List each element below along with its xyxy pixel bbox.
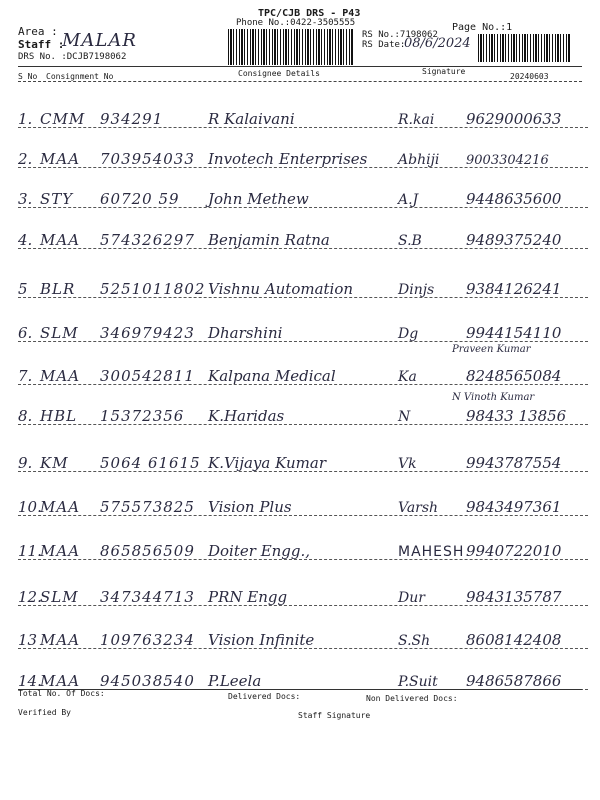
staff-signature-label: Staff Signature bbox=[298, 711, 371, 720]
signature-mark: Varsh bbox=[398, 500, 439, 516]
signature-mark: Dinjs bbox=[398, 282, 435, 298]
signature-mark: S.Sh bbox=[398, 633, 431, 649]
signature-mark: Ka bbox=[398, 369, 417, 385]
list-item: 2. MAA 703954033 Invotech Enterprises Abhiji 9003304216 bbox=[18, 146, 588, 174]
signature-mark: A.J bbox=[398, 192, 419, 208]
verified-by-label: Verified By bbox=[18, 708, 71, 717]
list-item: 6. SLM 346979423 Dharshini Dg 9944154110 bbox=[18, 320, 588, 348]
list-item: 11. MAA 865856509 Doiter Engg., MAHESH 9940722010 bbox=[18, 538, 588, 566]
col-sno: S No bbox=[18, 72, 38, 81]
col-date-code: 20240603 bbox=[510, 72, 549, 81]
signature-mark: S.B bbox=[398, 233, 422, 249]
list-item: 3. STY 60720 59 John Methew A.J 9448635600 bbox=[18, 186, 588, 214]
drs-number: DRS No. :DCJB7198062 bbox=[18, 52, 127, 62]
signature-mark: Dg bbox=[398, 326, 419, 342]
col-consignee: Consignee Details bbox=[238, 69, 320, 78]
phone-number: Phone No.:0422-3505555 bbox=[236, 18, 356, 28]
signature-mark: N bbox=[398, 409, 411, 425]
signature-mark: Vk bbox=[398, 456, 417, 472]
list-item: 7. MAA 300542811 Kalpana Medical Ka 8248565084 bbox=[18, 363, 588, 391]
list-item: 14. MAA 945038540 P.Leela P.Suit 9486587866 bbox=[18, 668, 588, 696]
rs-date-label: RS Date: bbox=[362, 40, 406, 50]
signature-mark: P.Suit bbox=[398, 674, 438, 690]
col-consignment: Consignment No bbox=[46, 72, 114, 81]
list-item: 4. MAA 574326297 Benjamin Ratna S.B 9489375240 bbox=[18, 227, 588, 255]
col-signature: Signature bbox=[422, 67, 466, 76]
drs-title: TPC/CJB DRS - P43 bbox=[258, 8, 361, 19]
list-item: 5 BLR 5251011802 Vishnu Automation Dinjs 9384126241 bbox=[18, 276, 588, 304]
rs-number: RS No.:7198062 bbox=[362, 30, 438, 40]
list-item: 9. KM 5064 61615 K.Vijaya Kumar Vk 9943787554 bbox=[18, 450, 588, 478]
signature-mark: Dur bbox=[398, 590, 425, 606]
header-rule-bottom bbox=[18, 81, 582, 82]
drs-barcode bbox=[228, 29, 354, 65]
list-item: 12. SLM 347344713 PRN Engg Dur 9843135787 bbox=[18, 584, 588, 612]
list-item: 13 MAA 109763234 Vision Infinite S.Sh 8608142408 bbox=[18, 627, 588, 655]
staff-label: Staff : bbox=[18, 38, 65, 51]
signature-mark: Abhiji bbox=[398, 152, 440, 168]
delivered-docs-label: Delivered Docs: bbox=[228, 692, 301, 701]
total-docs-label: Total No. Of Docs: bbox=[18, 689, 105, 698]
rs-barcode bbox=[478, 34, 570, 62]
non-delivered-docs-label: Non Delivered Docs: bbox=[366, 694, 458, 703]
area-label: Area : bbox=[18, 25, 58, 38]
list-item: 1. CMM 934291 R Kalaivani R.kai 9629000633 bbox=[18, 106, 588, 134]
rs-date-value: 08/6/2024 bbox=[404, 36, 471, 51]
staff-name: MALAR bbox=[62, 30, 137, 51]
receiver-note: Praveen Kumar bbox=[452, 344, 531, 355]
signature-mark: R.kai bbox=[398, 112, 435, 128]
list-item: 10. MAA 575573825 Vision Plus Varsh 9843497361 bbox=[18, 494, 588, 522]
signature-mark: MAHESH bbox=[398, 544, 465, 560]
header-rule-top bbox=[18, 66, 582, 67]
receiver-note: N Vinoth Kumar bbox=[452, 392, 535, 403]
page-number: Page No.:1 bbox=[452, 22, 513, 33]
list-item: 8. HBL 15372356 K.Haridas N 98433 13856 bbox=[18, 403, 588, 431]
